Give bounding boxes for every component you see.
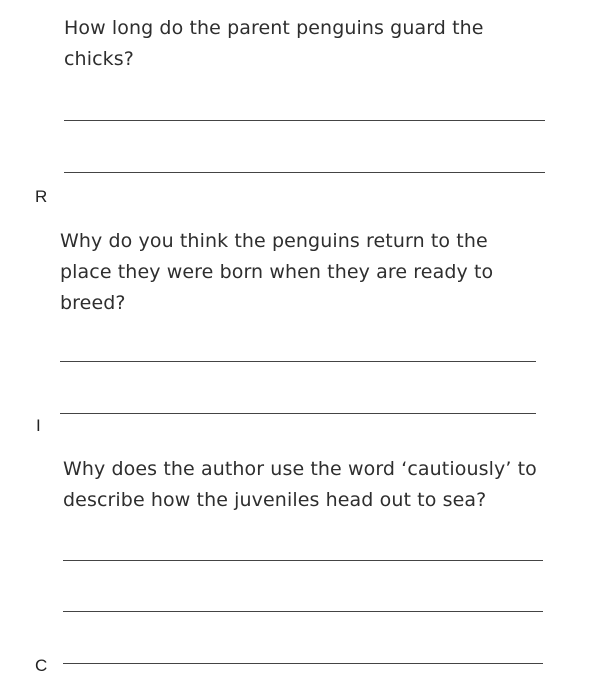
- answer-line-3b[interactable]: [63, 611, 543, 612]
- answer-line-1b[interactable]: [64, 172, 545, 173]
- marker-inference: I: [36, 416, 41, 435]
- answer-line-1a[interactable]: [64, 120, 545, 121]
- answer-line-3c[interactable]: [63, 663, 543, 664]
- question-2-line-3: breed?: [60, 292, 126, 314]
- question-1-line-2: chicks?: [64, 48, 134, 70]
- marker-choice: C: [35, 656, 48, 675]
- question-1-line-1: How long do the parent penguins guard the: [64, 17, 484, 39]
- question-1-text: [64, 13, 584, 75]
- question-2-line-2: place they were born when they are ready to: [60, 261, 494, 283]
- question-2-line-1: Why do you think the penguins return to the: [60, 230, 488, 252]
- question-3-line-1: Why does the author use the word ‘cautiously’ to: [63, 458, 537, 480]
- answer-line-2b[interactable]: [60, 413, 536, 414]
- question-3-line-2: describe how the juveniles head out to sea?: [63, 489, 487, 511]
- answer-line-3a[interactable]: [63, 560, 543, 561]
- question-3-text: [63, 454, 593, 516]
- marker-retrieval: R: [35, 187, 48, 206]
- answer-line-2a[interactable]: [60, 361, 536, 362]
- question-2-text: [60, 226, 580, 319]
